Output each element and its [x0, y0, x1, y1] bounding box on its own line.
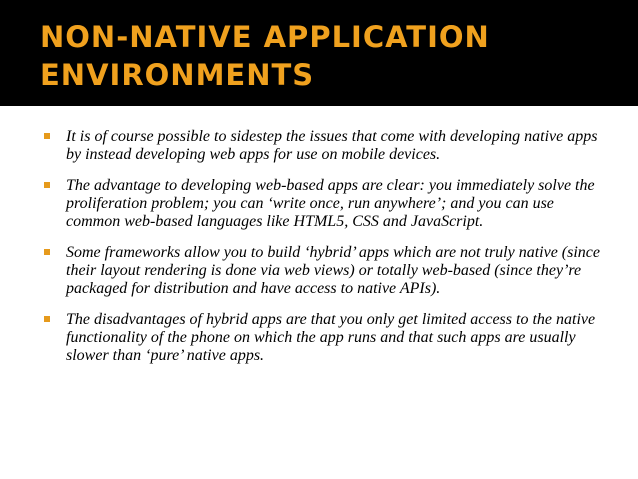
- bullet-text: It is of course possible to sidestep the issues that come with developing native apps by instead developing web apps for use on mobile devices.: [66, 128, 598, 163]
- bullet-list: [40, 128, 600, 378]
- bullet-item: [40, 311, 600, 365]
- bullet-text: Some frameworks allow you to build ‘hybrid’ apps which are not truly native (since their layout rendering is done via web views) or totally web-based (since they’re packaged for distribution and have access to native APIs).: [66, 244, 601, 297]
- square-bullet-icon: [44, 133, 50, 139]
- square-bullet-icon: [44, 249, 50, 255]
- square-bullet-icon: [44, 182, 50, 188]
- slide-title-line-2: ENVIRONMENTS: [40, 58, 315, 92]
- title-bar: [0, 0, 638, 106]
- bullet-item: [40, 177, 600, 231]
- slide-title: [40, 18, 490, 94]
- bullet-item: [40, 244, 600, 298]
- square-bullet-icon: [44, 316, 50, 322]
- bullet-item: [40, 128, 600, 164]
- bullet-text: The advantage to developing web-based apps are clear: you immediately solve the proliferation problem; you can ‘write once, run anywhere’; and you can use common web-based languages like HTML5, CSS and JavaScript.: [66, 177, 595, 230]
- bullet-text: The disadvantages of hybrid apps are that you only get limited access to the native functionality of the phone on which the app runs and that such apps are usually slower than ‘pure’ native apps.: [66, 311, 596, 364]
- slide-title-line-1: NON-NATIVE APPLICATION: [40, 20, 490, 54]
